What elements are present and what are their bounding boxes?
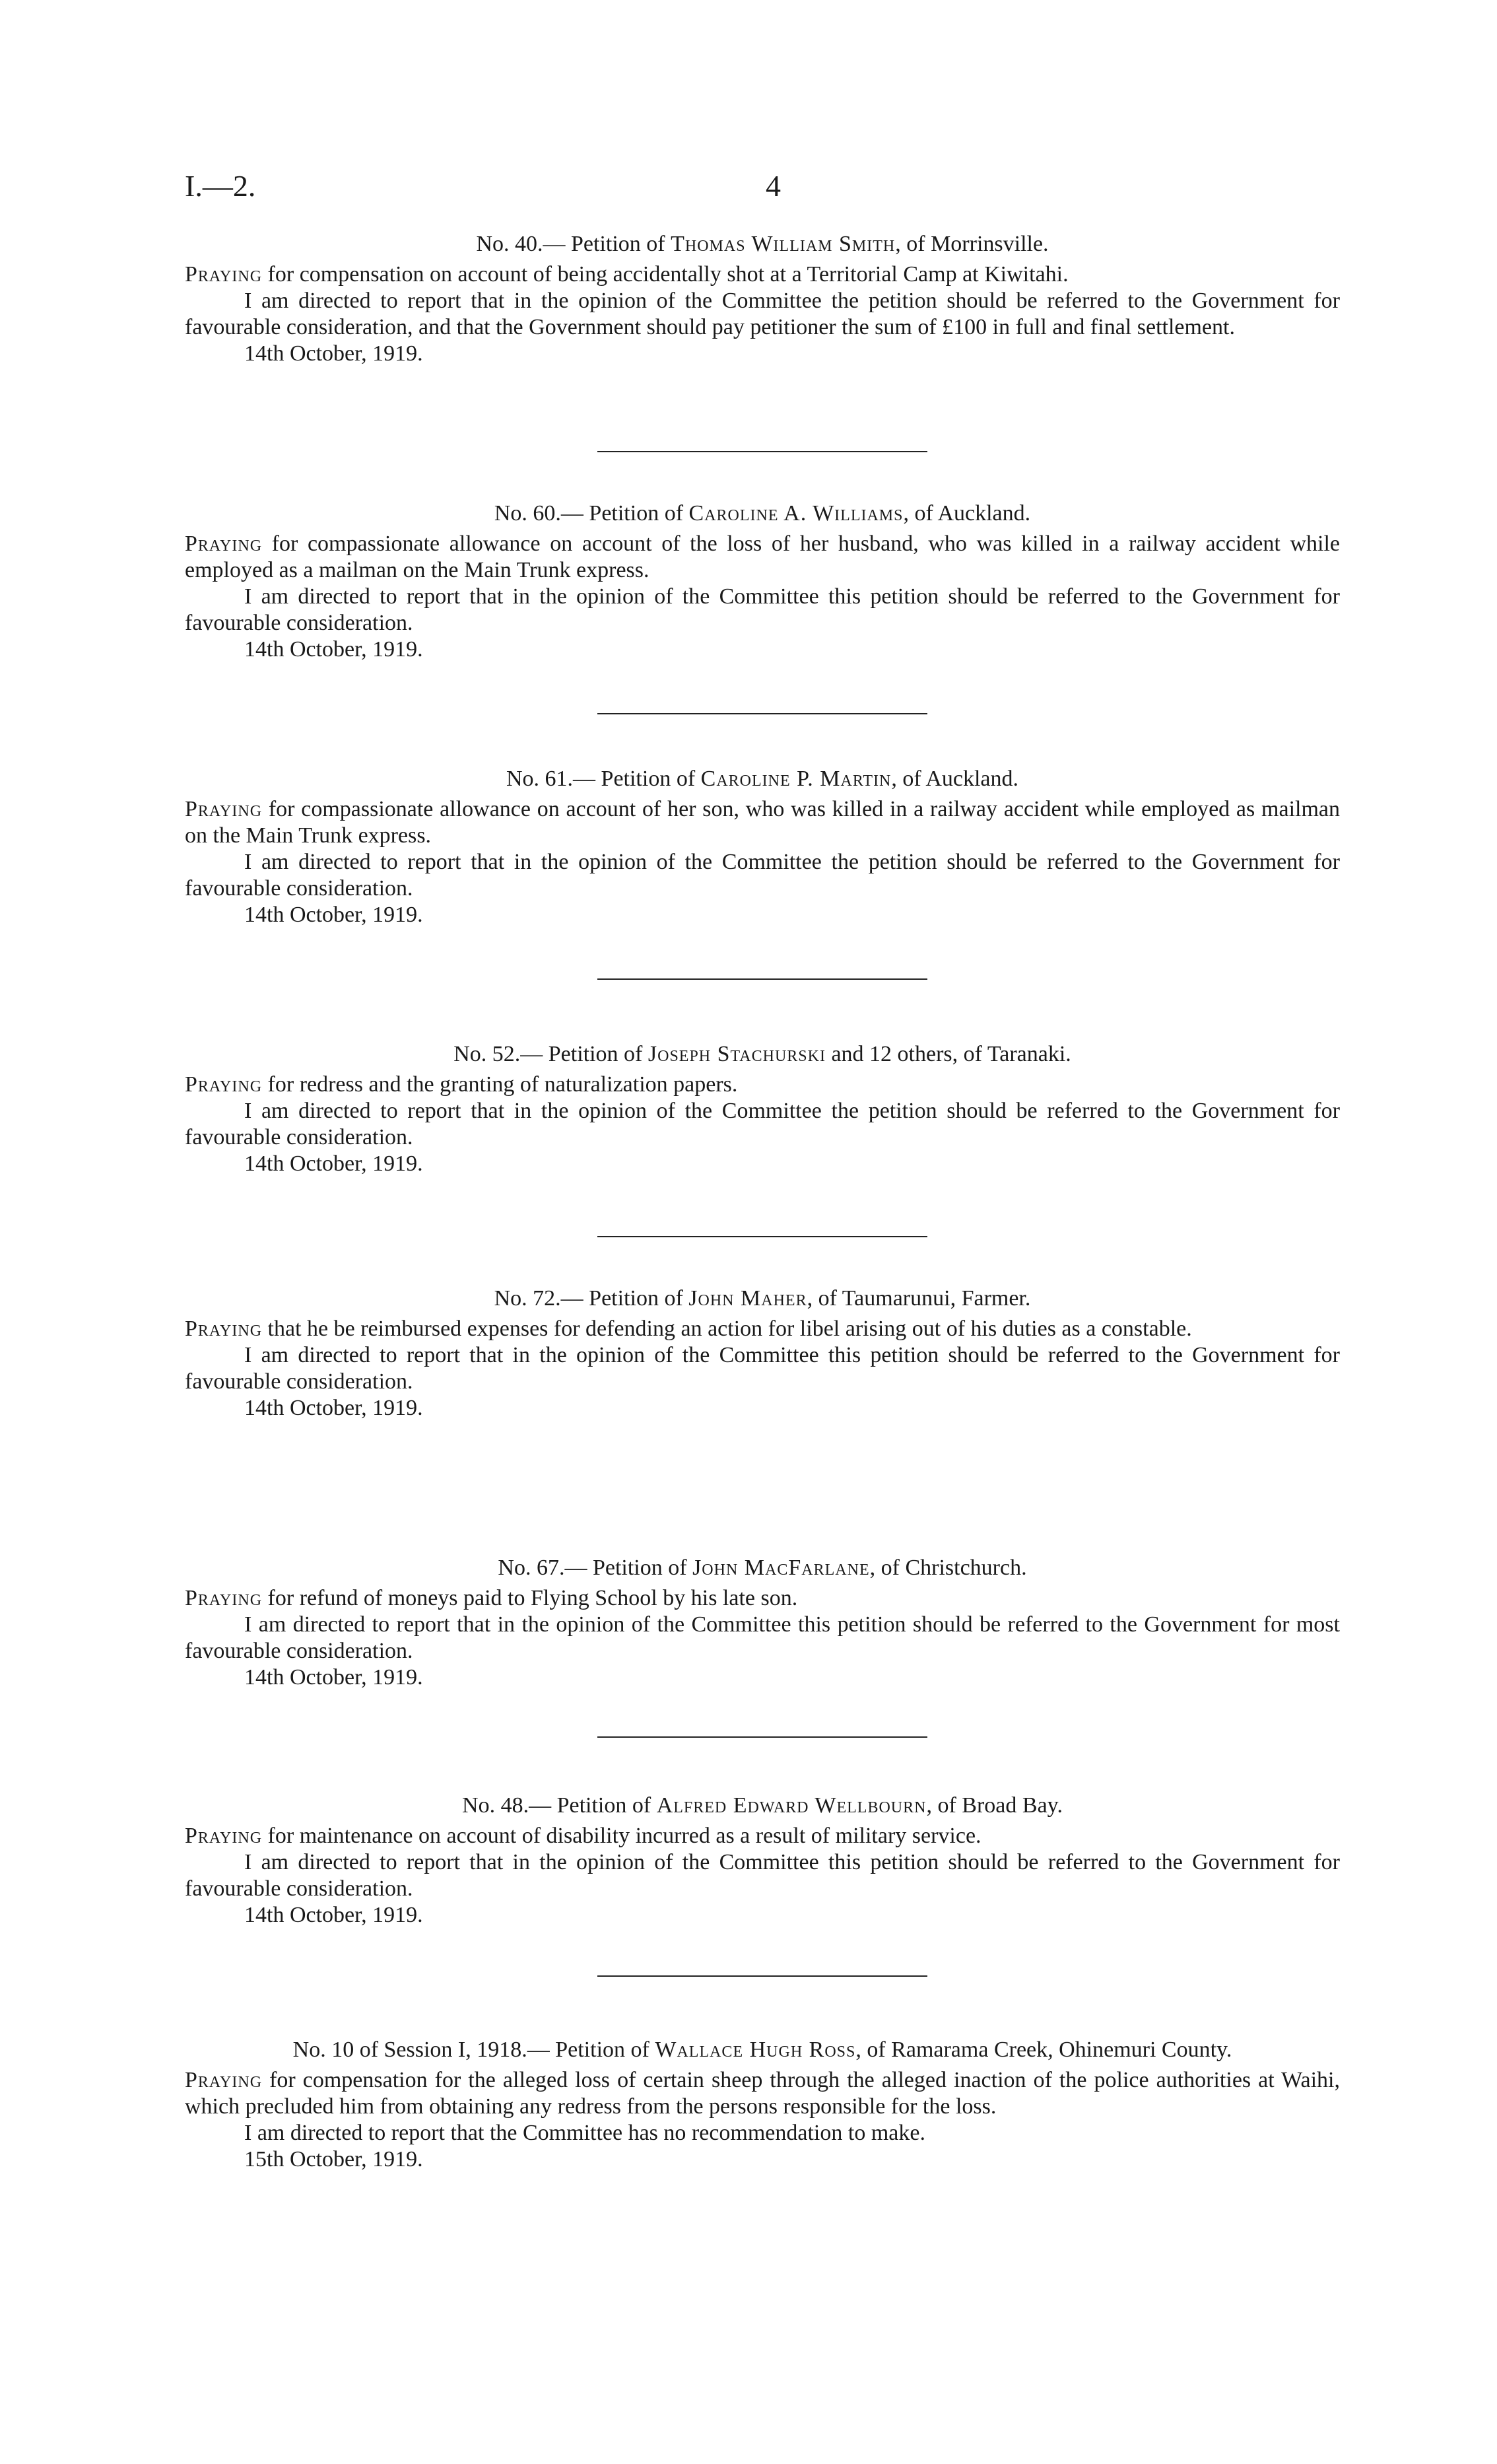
petition-of-label: Petition of (592, 1556, 687, 1580)
petition-title (185, 500, 1340, 527)
report-date: 14th October, 1919. (244, 1396, 423, 1420)
petitioner-name: John Maher (688, 1286, 807, 1311)
petition-title (185, 766, 1340, 792)
petitioner-name: Thomas William Smith (671, 232, 896, 256)
petition-number: No. 72.— (494, 1286, 583, 1311)
praying-label: Praying (185, 1317, 263, 1341)
petition-title (185, 231, 1340, 257)
petition-title (185, 1041, 1340, 1068)
petitioner-place: , of Taumarunui, Farmer. (807, 1286, 1031, 1311)
petition-number: No. 40.— (476, 232, 566, 256)
petition-of-label: Petition of (589, 501, 684, 526)
petitioner-name: Joseph Stachurski (648, 1042, 826, 1066)
petition-entry (185, 2037, 1340, 2173)
petitioner-name: Caroline A. Williams (688, 501, 904, 526)
petitioner-place: , of Broad Bay. (926, 1793, 1063, 1818)
praying-text: for compassionate allowance on account of the loss of her husband, who was killed in a railway accident while employed as a mailman on the Main Trunk express. (185, 531, 1340, 582)
report-date: 14th October, 1919. (244, 341, 423, 366)
praying-text: for refund of moneys paid to Flying School by his late son. (262, 1586, 798, 1610)
petitioner-place: , of Ramarama Creek, Ohinemuri County. (855, 2037, 1232, 2062)
report-date: 14th October, 1919. (244, 1903, 423, 1927)
petition-title (185, 1555, 1340, 1581)
petitioner-place: and 12 others, of Taranaki. (825, 1042, 1071, 1066)
petitioner-place: , of Auckland. (903, 501, 1031, 526)
section-divider (597, 978, 927, 980)
petition-number: No. 52.— (453, 1042, 543, 1066)
petition-entry (185, 231, 1340, 367)
page-header (185, 168, 1340, 208)
petitioner-place: , of Auckland. (891, 767, 1019, 791)
report-date: 14th October, 1919. (244, 1151, 423, 1176)
committee-report: I am directed to report that in the opinion of the Committee this petition should be referred to the Government for favourable consideration. (185, 1343, 1340, 1394)
praying-label: Praying (185, 2068, 263, 2092)
praying-label: Praying (185, 1586, 263, 1610)
committee-report: I am directed to report that in the opinion of the Committee the petition should be referred to the Government for favourable consideration. (185, 1099, 1340, 1149)
praying-clause (185, 2067, 1340, 2120)
petitioner-place: , of Morrinsville. (895, 232, 1049, 256)
committee-report: I am directed to report that in the opinion of the Committee the petition should be referred to the Government for favourable consideration, and that the Government should pay petitioner the sum of £100 in full and final settlement. (185, 289, 1340, 339)
committee-report: I am directed to report that in the opinion of the Committee this petition should be referred to the Government for favourable consideration. (185, 584, 1340, 635)
petition-title (185, 2037, 1340, 2063)
report-date: 14th October, 1919. (244, 903, 423, 927)
praying-text: that he be reimbursed expenses for defending an action for libel arising out of his duties as a constable. (262, 1317, 1192, 1341)
praying-text: for compensation for the alleged loss of certain sheep through the alleged inaction of the police authorities at Waihi, which precluded him from obtaining any redress from the persons responsible for the loss. (185, 2068, 1340, 2119)
petition-number: No. 48.— (462, 1793, 552, 1818)
praying-clause (185, 1823, 1340, 1849)
page-number: 4 (766, 169, 781, 203)
petitioner-name: Wallace Hugh Ross (655, 2037, 856, 2062)
praying-label: Praying (185, 797, 263, 821)
praying-label: Praying (185, 262, 263, 287)
petitioner-place: , of Christchurch. (869, 1556, 1027, 1580)
praying-label: Praying (185, 1072, 263, 1097)
petition-of-label: Petition of (556, 1793, 651, 1818)
committee-report: I am directed to report that in the opinion of the Committee the petition should be referred to the Government for favourable consideration. (185, 850, 1340, 901)
petition-number: No. 60.— (494, 501, 583, 526)
praying-label: Praying (185, 531, 263, 556)
petition-entry (185, 766, 1340, 928)
praying-clause (185, 261, 1340, 288)
petition-entry (185, 1793, 1340, 1929)
petition-number: No. 67.— (498, 1556, 587, 1580)
petition-number: No. 61.— (506, 767, 596, 791)
praying-text: for compassionate allowance on account of her son, who was killed in a railway accident while employed as mailman on the Main Trunk express. (185, 797, 1340, 848)
report-date: 14th October, 1919. (244, 637, 423, 662)
document-reference: I.—2. (185, 169, 256, 203)
section-divider (597, 1236, 927, 1237)
praying-clause (185, 1585, 1340, 1612)
committee-report: I am directed to report that in the opinion of the Committee this petition should be referred to the Government for favourable consideration. (185, 1850, 1340, 1901)
praying-label: Praying (185, 1824, 263, 1848)
petition-of-label: Petition of (601, 767, 696, 791)
petitioner-name: Alfred Edward Wellbourn (656, 1793, 927, 1818)
praying-text: for compensation on account of being accidentally shot at a Territorial Camp at Kiwitahi. (262, 262, 1069, 287)
petition-title (185, 1793, 1340, 1819)
praying-clause (185, 531, 1340, 584)
committee-report: I am directed to report that in the opinion of the Committee this petition should be referred to the Government for most favourable consideration. (185, 1612, 1340, 1663)
petition-of-label: Petition of (571, 232, 665, 256)
section-divider (597, 713, 927, 714)
petitioner-name: Caroline P. Martin (700, 767, 892, 791)
petition-entry (185, 1285, 1340, 1421)
report-date: 14th October, 1919. (244, 1665, 423, 1690)
petitioner-name: John MacFarlane (692, 1556, 870, 1580)
petition-entry (185, 500, 1340, 663)
section-divider (597, 451, 927, 452)
petition-number: No. 10 of Session I, 1918.— (292, 2037, 550, 2062)
petition-of-label: Petition of (589, 1286, 683, 1311)
praying-text: for redress and the granting of naturalization papers. (262, 1072, 738, 1097)
section-divider (597, 1736, 927, 1738)
petition-entry (185, 1555, 1340, 1691)
report-date: 15th October, 1919. (244, 2147, 423, 2172)
section-divider (597, 1975, 927, 1977)
praying-clause (185, 1316, 1340, 1342)
committee-report: I am directed to report that the Committee has no recommendation to make. (244, 2121, 925, 2145)
petition-title (185, 1285, 1340, 1312)
praying-clause (185, 796, 1340, 849)
petition-of-label: Petition of (555, 2037, 649, 2062)
praying-clause (185, 1072, 1340, 1098)
petition-entry (185, 1041, 1340, 1177)
praying-text: for maintenance on account of disability incurred as a result of military service. (262, 1824, 981, 1848)
petition-of-label: Petition of (548, 1042, 643, 1066)
